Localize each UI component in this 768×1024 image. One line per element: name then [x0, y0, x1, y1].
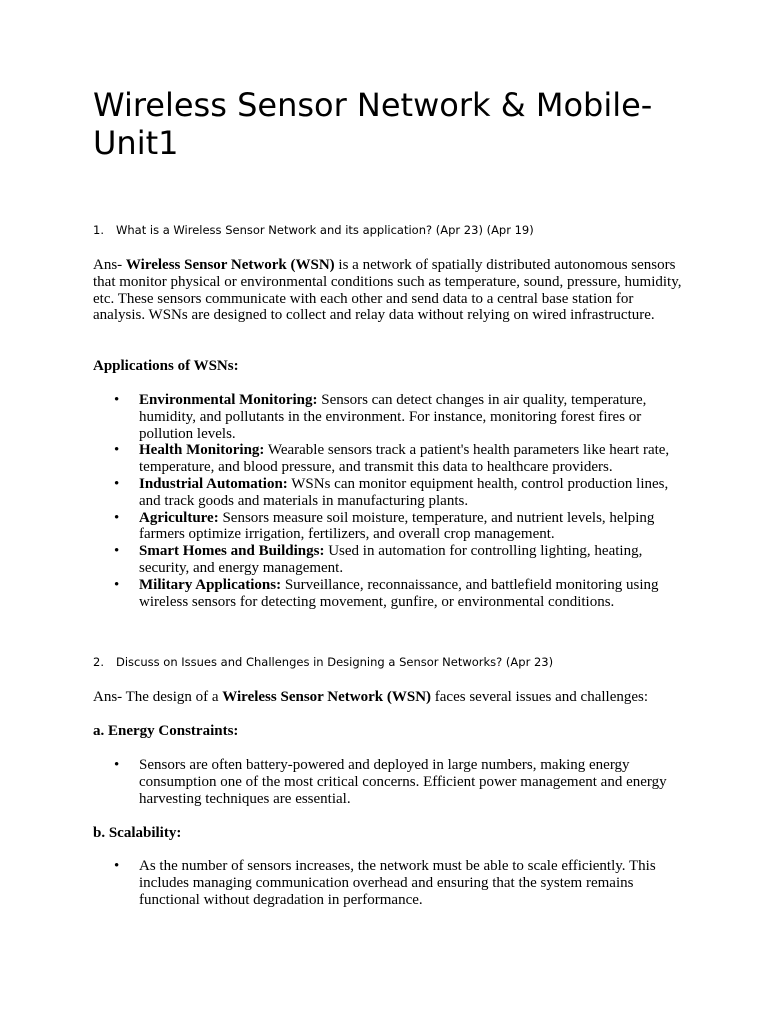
- list-item: [93, 476, 683, 510]
- answer-term: Wireless Sensor Network (WSN): [125, 257, 335, 273]
- section-a-list: [93, 757, 683, 807]
- answer-2-paragraph: [93, 689, 683, 706]
- list-item: [93, 577, 683, 611]
- question-text: Discuss on Issues and Challenges in Designing a Sensor Networks? (Apr 23): [116, 655, 554, 669]
- answer-1-paragraph: [93, 257, 683, 324]
- list-item-desc: Surveillance, reconnaissance, and battlefield monitoring using wireless sensors for detecting movement, gunfire, or environmental conditions.: [139, 576, 659, 610]
- list-item: [93, 510, 683, 544]
- question-number: 2.: [93, 655, 104, 669]
- list-item-term: Smart Homes and Buildings:: [139, 543, 325, 560]
- list-item: [93, 543, 683, 577]
- list-item: • As the number of sensors increases, the network must be able to scale efficiently. This includes managing communication overhead and ensuring that the system remains functional without degradation in performance.: [93, 858, 683, 908]
- answer-term: Wireless Sensor Network (WSN): [222, 689, 432, 705]
- question-number: 1.: [93, 223, 104, 237]
- list-item-desc: Used in automation for controlling lighting, heating, security, and energy management.: [139, 543, 643, 576]
- question-1: [93, 222, 693, 238]
- answer-prefix: Ans- The design of a: [93, 689, 223, 705]
- list-item-desc: WSNs can monitor equipment health, control production lines, and track goods and materials in manufacturing plants.: [139, 475, 669, 509]
- applications-heading: Applications of WSNs:: [93, 358, 239, 374]
- document-title: Wireless Sensor Network & Mobile- Unit1: [93, 86, 653, 162]
- answer-body: faces several issues and challenges:: [431, 689, 649, 705]
- list-item-term: Agriculture:: [139, 509, 219, 526]
- section-a-heading: a. Energy Constraints:: [93, 723, 239, 739]
- section-b-list: [93, 858, 683, 908]
- list-item-desc: Wearable sensors track a patient's health parameters like heart rate, temperature, and blood pressure, and transmit this data to healthcare providers.: [139, 442, 670, 476]
- list-item-term: Environmental Monitoring:: [139, 392, 318, 408]
- list-item-term: Industrial Automation:: [139, 475, 288, 492]
- list-item: [93, 442, 683, 476]
- answer-body: is a network of spatially distributed autonomous sensors that monitor physical or environmental conditions such as temperature, sound, pressure, humidity, etc. These sensors communicate with each other and send data to a central base station for analysis. WSNs are designed to collect and relay data without relying on wired infrastructure.: [93, 257, 682, 324]
- applications-list: [93, 392, 683, 610]
- list-item: • Sensors are often battery-powered and deployed in large numbers, making energy consumption one of the most critical concerns. Efficient power management and energy harvesting techniques are essential.: [93, 757, 683, 807]
- list-item-term: Health Monitoring:: [139, 442, 265, 459]
- question-text: What is a Wireless Sensor Network and its application? (Apr 23) (Apr 19): [116, 223, 534, 237]
- section-b-heading: b. Scalability:: [93, 825, 182, 841]
- list-item: [93, 392, 683, 442]
- list-item-term: Military Applications:: [139, 576, 282, 593]
- question-2: [93, 654, 693, 670]
- answer-prefix: Ans-: [93, 257, 126, 273]
- list-item-desc: Sensors measure soil moisture, temperature, and nutrient levels, helping farmers optimize irrigation, fertilizers, and overall crop management.: [139, 509, 655, 543]
- list-item-desc: Sensors can detect changes in air quality, temperature, humidity, and pollutants in the environment. For instance, monitoring forest fires or pollution levels.: [139, 392, 647, 442]
